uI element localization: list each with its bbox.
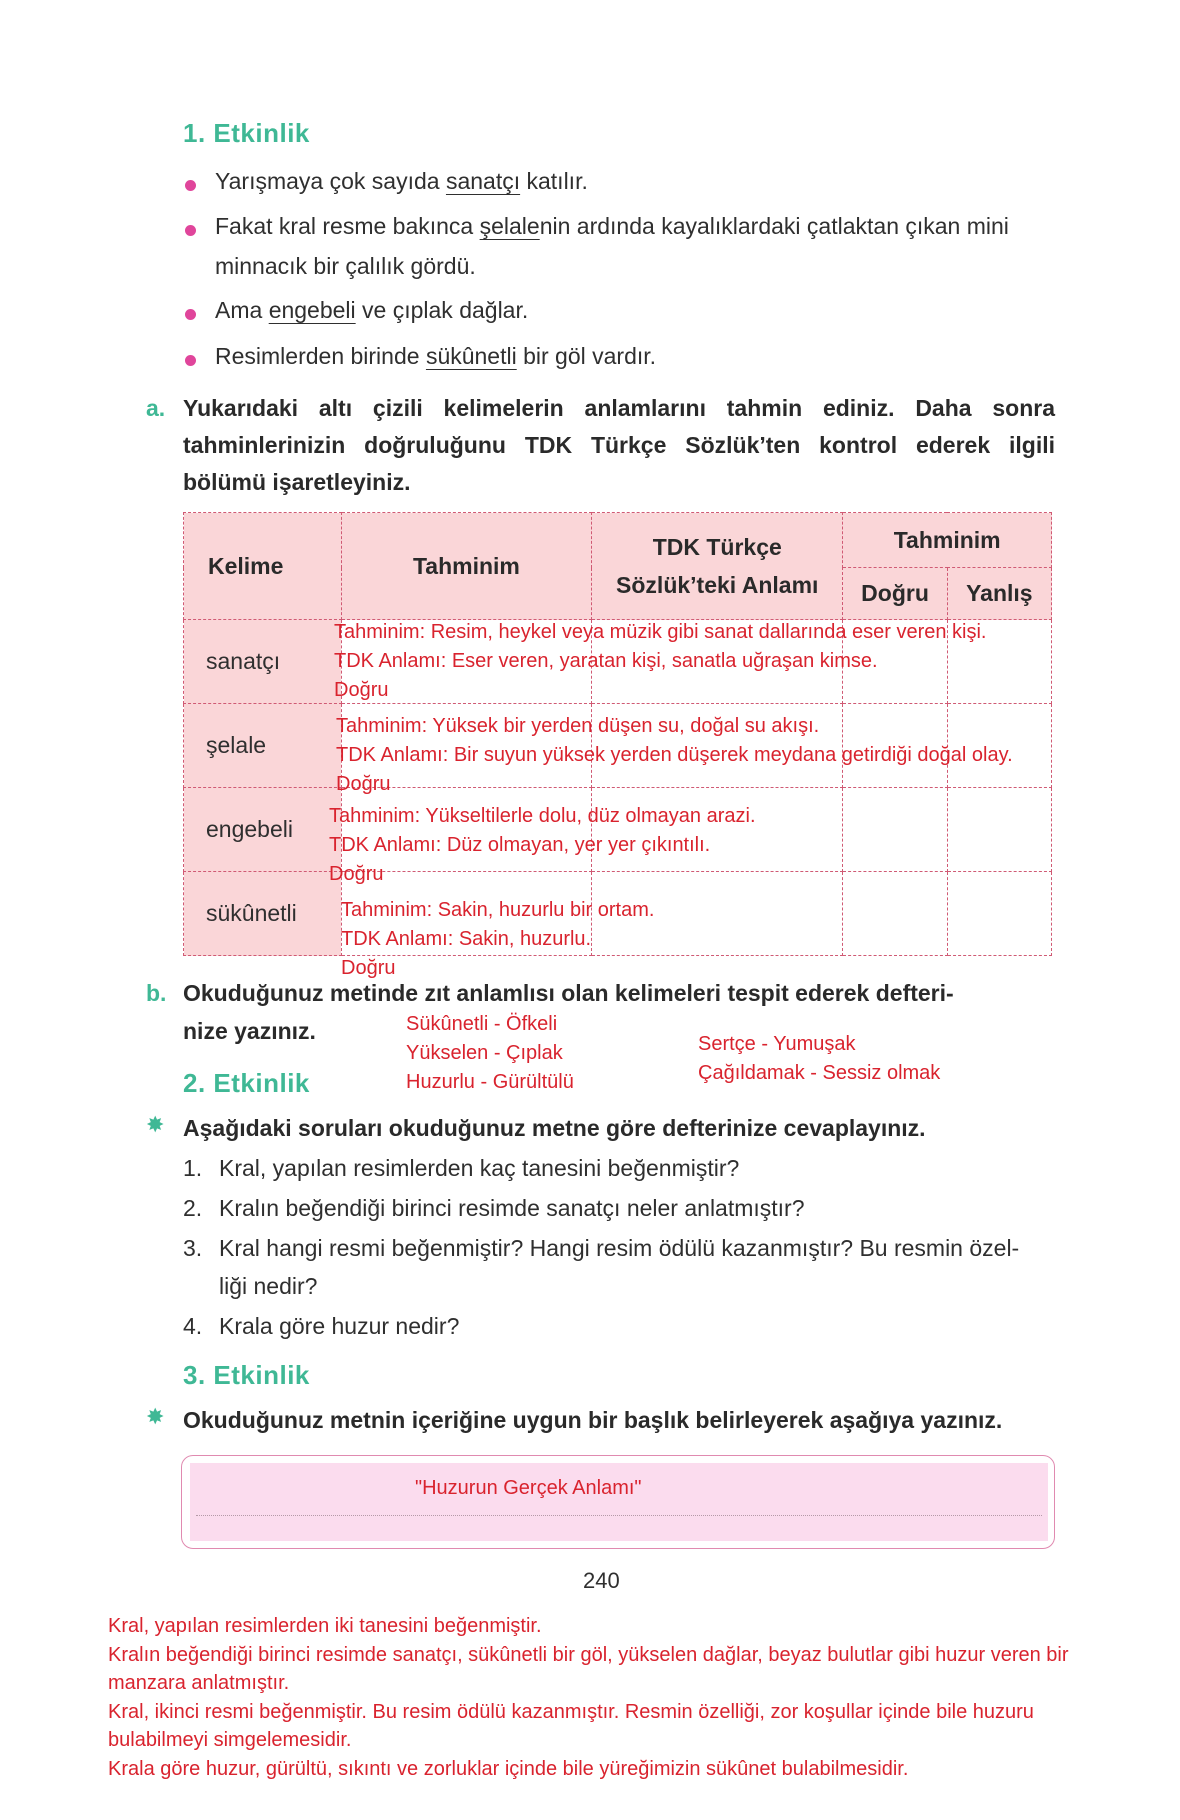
bullet-dot bbox=[185, 309, 196, 320]
row-answer-engebeli bbox=[329, 802, 756, 889]
section2-instruction: Aşağıdaki soruları okuduğunuz metne göre defterinize cevaplayınız. bbox=[183, 1115, 926, 1141]
page-number: 240 bbox=[583, 1568, 620, 1593]
dotted-writing-line bbox=[196, 1515, 1042, 1516]
tdk-text: TDK Anlamı: Sakin, huzurlu. bbox=[341, 928, 592, 950]
word-engebeli: engebeli bbox=[184, 788, 342, 872]
result-text: Doğru bbox=[334, 679, 389, 701]
header-tdk bbox=[592, 513, 843, 620]
bullet-text: katılır. bbox=[520, 168, 588, 194]
tdk-text: TDK Anlamı: Eser veren, yaratan kişi, sanatla uğraşan kimse. bbox=[334, 650, 878, 672]
yanlis-checkbox-cell[interactable] bbox=[947, 872, 1051, 956]
bullet-item-4 bbox=[215, 343, 656, 370]
section2-title: 2. Etkinlik bbox=[183, 1068, 310, 1098]
bullet-text: Ama bbox=[215, 297, 269, 323]
underlined-word: sükûnetli bbox=[425, 343, 517, 369]
word-selale: şelale bbox=[184, 704, 342, 788]
underlined-word: engebeli bbox=[268, 297, 356, 323]
underlined-word: şelale bbox=[479, 213, 540, 239]
question-3 bbox=[183, 1235, 1019, 1262]
answer-line: Kral, yapılan resimlerden iki tanesini beğenmiştir. bbox=[108, 1615, 542, 1637]
question-3-line2: liği nedir? bbox=[219, 1273, 318, 1299]
word-sukunetli: sükûnetli bbox=[184, 872, 342, 956]
word-sanatci: sanatçı bbox=[184, 620, 342, 704]
bullet-text: Yarışmaya çok sayıda bbox=[215, 168, 446, 194]
question-number: 1. bbox=[183, 1155, 203, 1181]
answer-line: manzara anlatmıştır. bbox=[108, 1672, 290, 1694]
antonym-pair: Çağıldamak - Sessiz olmak bbox=[698, 1062, 941, 1084]
instruction-b-line2: nize yazınız. bbox=[183, 1018, 316, 1044]
answers-block bbox=[108, 1612, 1069, 1783]
section3-title: 3. Etkinlik bbox=[183, 1360, 310, 1390]
row-answer-sukunetli bbox=[341, 896, 654, 983]
title-answer-text: "Huzurun Gerçek Anlamı" bbox=[415, 1477, 642, 1499]
question-number: 3. bbox=[183, 1235, 203, 1261]
question-4 bbox=[183, 1313, 459, 1340]
section3-instruction: Okuduğunuz metnin içeriğine uygun bir başlık belirleyerek aşağıya yazınız. bbox=[183, 1407, 1003, 1433]
tdk-text: TDK Anlamı: Bir suyun yüksek yerden düşerek meydana getirdiği doğal olay. bbox=[336, 744, 1013, 766]
instruction-b-letter: b. bbox=[146, 980, 167, 1006]
underlined-word: sanatçı bbox=[445, 168, 521, 194]
instruction-a-letter: a. bbox=[146, 395, 166, 421]
bullet-text: ve çıplak dağlar. bbox=[355, 297, 529, 323]
section1-title: 1. Etkinlik bbox=[183, 118, 310, 148]
answer-line: Kral, ikinci resmi beğenmiştir. Bu resim ödülü kazanmıştır. Resmin özelliği, zor koşullar içinde bile huzuru bbox=[108, 1700, 1034, 1723]
guess-text: Tahminim: Yüksek bir yerden düşen su, doğal su akışı. bbox=[336, 715, 820, 737]
bullet-text: nin ardında kayalıklardaki çatlaktan çıkan mini bbox=[539, 213, 1009, 239]
question-number: 4. bbox=[183, 1313, 203, 1339]
header-kelime: Kelime bbox=[184, 513, 342, 620]
answer-line: Kralın beğendiği birinci resimde sanatçı, sükûnetli bir göl, yükselen dağlar, beyaz bulutlar gibi huzur veren bir bbox=[108, 1643, 1069, 1666]
guess-text: Tahminim: Resim, heykel veya müzik gibi sanat dallarında eser veren kişi. bbox=[334, 621, 987, 643]
bullet-text: Resimlerden birinde bbox=[215, 343, 426, 369]
bullet-item-2-line2: minnacık bir çalılık gördü. bbox=[215, 253, 476, 279]
row-answer-sanatci bbox=[334, 618, 987, 705]
question-1 bbox=[183, 1155, 739, 1182]
antonym-pair: Sertçe - Yumuşak bbox=[698, 1033, 856, 1055]
answer-line: bulabilmeyi simgelemesidir. bbox=[108, 1729, 352, 1751]
header-yanlis: Yanlış bbox=[947, 568, 1051, 620]
header-tahminim: Tahminim bbox=[341, 513, 591, 620]
bullet-text: Fakat kral resme bakınca bbox=[215, 213, 480, 239]
result-text: Doğru bbox=[329, 863, 384, 885]
bullet-text: bir göl vardır. bbox=[516, 343, 657, 369]
bullet-item-3 bbox=[215, 297, 528, 324]
tdk-text: TDK Anlamı: Düz olmayan, yer yer çıkıntılı. bbox=[329, 834, 711, 856]
guess-text: Tahminim: Yükseltilerle dolu, düz olmayan arazi. bbox=[329, 805, 756, 827]
title-answer-inner bbox=[190, 1463, 1048, 1541]
header-dogru: Doğru bbox=[843, 568, 947, 620]
yanlis-checkbox-cell[interactable] bbox=[947, 788, 1051, 872]
question-text: Kral, yapılan resimlerden kaç tanesini beğenmiştir? bbox=[219, 1155, 740, 1181]
antonyms-col2 bbox=[698, 1030, 940, 1088]
antonym-pair: Huzurlu - Gürültülü bbox=[406, 1071, 574, 1093]
star-bullet-icon: ✸ bbox=[146, 1405, 165, 1430]
bullet-dot bbox=[185, 355, 196, 366]
antonym-pair: Sükûnetli - Öfkeli bbox=[406, 1013, 558, 1035]
antonym-pair: Yükselen - Çıplak bbox=[406, 1042, 563, 1064]
question-2 bbox=[183, 1195, 805, 1222]
result-text: Doğru bbox=[341, 957, 396, 979]
instruction-b-line1: Okuduğunuz metinde zıt anlamlısı olan kelimeleri tespit ederek defteri- bbox=[183, 980, 954, 1006]
dogru-checkbox-cell[interactable] bbox=[843, 872, 947, 956]
antonyms-col1 bbox=[406, 1010, 574, 1097]
title-answer-box[interactable] bbox=[181, 1455, 1055, 1549]
bullet-dot bbox=[185, 180, 196, 191]
question-text: Kralın beğendiği birinci resimde sanatçı neler anlatmıştır? bbox=[219, 1195, 805, 1221]
question-text: Krala göre huzur nedir? bbox=[219, 1313, 460, 1339]
row-answer-selale bbox=[336, 712, 1013, 799]
dogru-checkbox-cell[interactable] bbox=[843, 788, 947, 872]
header-tahminim-group: Tahminim bbox=[843, 513, 1052, 568]
answer-line: Krala göre huzur, gürültü, sıkıntı ve zorluklar içinde bile yüreğimizin sükûnet bulabilmesidir. bbox=[108, 1757, 909, 1780]
question-text: Kral hangi resmi beğenmiştir? Hangi resim ödülü kazanmıştır? Bu resmin özel- bbox=[219, 1235, 1020, 1261]
bullet-item-2 bbox=[215, 213, 1009, 240]
bullet-item-1 bbox=[215, 168, 588, 195]
instruction-a: Yukarıdaki altı çizili kelimelerin anlamlarını tahmin ediniz. Daha sonra tahminlerinizin doğruluğunu TDK Türkçe Sözlük’ten kontrol ederek ilgili bölümü işaretleyiniz. bbox=[183, 395, 1055, 495]
header-tdk-line2: Sözlük’teki Anlamı bbox=[616, 572, 819, 598]
result-text: Doğru bbox=[336, 773, 391, 795]
question-number: 2. bbox=[183, 1195, 203, 1221]
header-tdk-line1: TDK Türkçe bbox=[652, 534, 782, 560]
guess-text: Tahminim: Sakin, huzurlu bir ortam. bbox=[341, 899, 655, 921]
bullet-dot bbox=[185, 225, 196, 236]
star-bullet-icon: ✸ bbox=[146, 1113, 165, 1138]
